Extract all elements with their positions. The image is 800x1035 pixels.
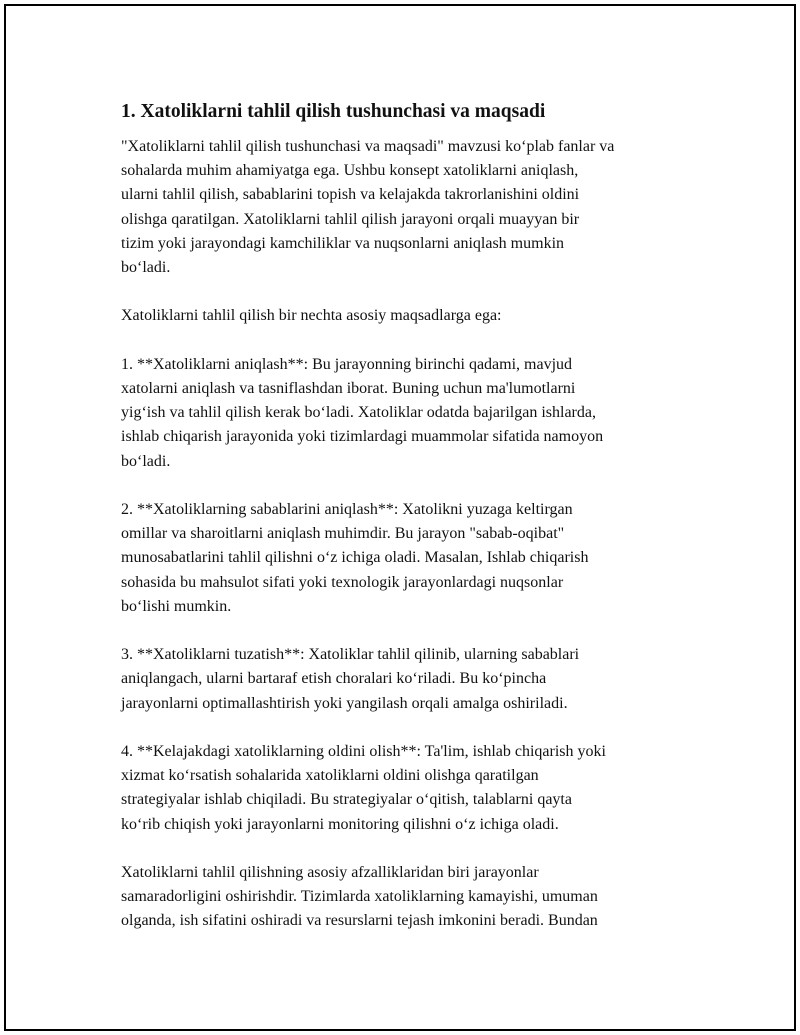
text-line: samaradorligini oshirishdir. Tizimlarda xatoliklarning kamayishi, umuman [121, 888, 598, 906]
paragraph-advantages [121, 861, 701, 934]
paragraph-goal-4 [121, 740, 701, 837]
text-line: jarayonlarni optimallashtirish yoki yangilash orqali amalga oshiriladi. [121, 694, 568, 712]
text-line: bo‘lishi mumkin. [121, 597, 232, 615]
text-line: sohalarda muhim ahamiyatga ega. Ushbu konsept xatoliklarni aniqlash, [121, 162, 579, 180]
text-line: ko‘rib chiqish yoki jarayonlarni monitoring qilishni o‘z ichiga oladi. [121, 815, 559, 833]
document-page [4, 4, 796, 1031]
paragraph-goals-intro [121, 304, 701, 328]
text-line: olishga qaratilgan. Xatoliklarni tahlil qilish jarayoni orqali muayyan bir [121, 210, 580, 228]
paragraph-goal-3 [121, 643, 701, 716]
text-line: ularni tahlil qilish, sabablarini topish va kelajakda takrorlanishini oldini [121, 186, 580, 204]
text-line: xatolarni aniqlash va tasniflashdan iborat. Buning uchun ma'lumotlarni [121, 380, 576, 397]
text-line: 2. **Xatoliklarning sabablarini aniqlash**: Xatolikni yuzaga keltirgan [121, 501, 573, 518]
text-line: yig‘ish va tahlil qilish kerak bo‘ladi. Xatoliklar odatda bajarilgan ishlarda, [121, 404, 596, 422]
text-line: 1. **Xatoliklarni aniqlash**: Bu jarayonning birinchi qadami, mavjud [121, 355, 573, 373]
text-line: Xatoliklarni tahlil qilish bir nechta asosiy maqsadlarga ega: [121, 307, 502, 325]
paragraph-goal-1 [121, 353, 701, 474]
text-line: aniqlangach, ularni bartaraf etish choralari ko‘riladi. Bu ko‘pincha [121, 670, 547, 688]
text-line: 3. **Xatoliklarni tuzatish**: Xatoliklar tahlil qilinib, ularning sabablari [121, 646, 580, 664]
text-line: ishlab chiqarish jarayonida yoki tizimlardagi muammolar sifatida namoyon [121, 428, 604, 446]
text-line: strategiyalar ishlab chiqiladi. Bu strategiyalar o‘qitish, talablarni qayta [121, 791, 572, 809]
section-heading: 1. Xatoliklarni tahlil qilish tushunchasi va maqsadi [121, 101, 546, 122]
paragraph-goal-2 [121, 498, 701, 619]
text-line: olganda, ish sifatini oshiradi va resurslarni tejash imkonini beradi. Bundan [121, 912, 598, 930]
document-content [121, 99, 701, 958]
text-line: munosabatlarini tahlil qilishni o‘z ichiga oladi. Masalan, Ishlab chiqarish [121, 549, 589, 567]
text-line: bo‘ladi. [121, 259, 171, 277]
text-line: 4. **Kelajakdagi xatoliklarning oldini olish**: Ta'lim, ishlab chiqarish yoki [121, 743, 606, 760]
text-line: "Xatoliklarni tahlil qilish tushunchasi va maqsadi" mavzusi ko‘plab fanlar va [121, 138, 615, 155]
paragraph-intro [121, 135, 701, 280]
text-line: sohasida bu mahsulot sifati yoki texnologik jarayonlardagi nuqsonlar [121, 573, 564, 591]
text-line: bo‘ladi. [121, 452, 171, 470]
text-line: tizim yoki jarayondagi kamchiliklar va nuqsonlarni aniqlash mumkin [121, 234, 565, 252]
text-line: omillar va sharoitlarni aniqlash muhimdir. Bu jarayon "sabab-oqibat" [121, 525, 565, 543]
text-line: xizmat ko‘rsatish sohalarida xatoliklarni oldini olishga qaratilgan [121, 767, 539, 785]
text-line: Xatoliklarni tahlil qilishning asosiy afzalliklaridan biri jarayonlar [121, 864, 539, 881]
